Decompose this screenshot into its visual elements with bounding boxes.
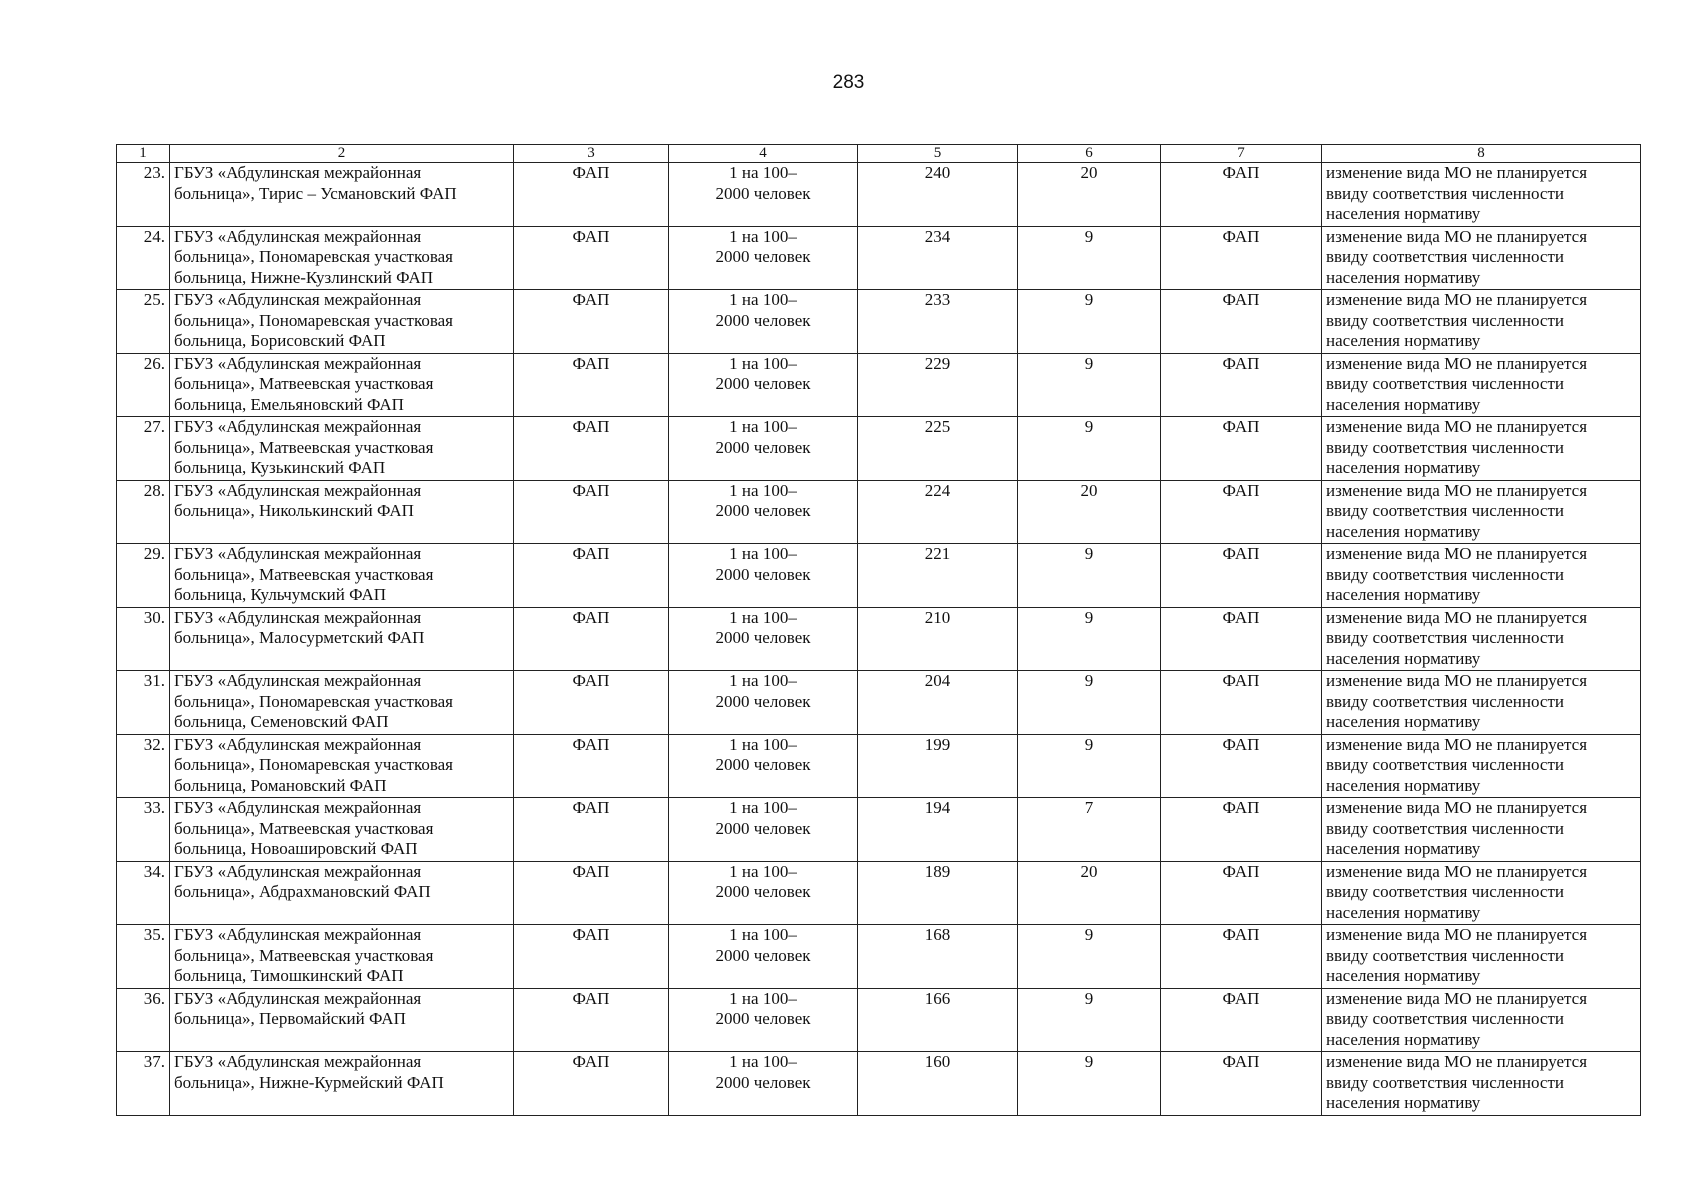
facility-name-cell-line: больница», Нижне-Курмейский ФАП xyxy=(174,1072,444,1092)
norm-cell xyxy=(669,671,858,735)
status-cell-line: населения нормативу xyxy=(1326,1029,1481,1049)
distance-cell: 9 xyxy=(1018,734,1161,798)
facility-name-cell-line: больница, Романовский ФАП xyxy=(174,775,387,795)
facility-name-cell xyxy=(170,1052,514,1116)
status-cell xyxy=(1322,480,1641,544)
norm-cell-line: 1 на 100– xyxy=(729,163,797,182)
column-header: 2 xyxy=(170,145,514,163)
status-cell-line: ввиду соответствия численности xyxy=(1326,1009,1564,1028)
facility-type-cell: ФАП xyxy=(514,226,669,290)
column-header: 4 xyxy=(669,145,858,163)
status-cell-line: изменение вида МО не планируется xyxy=(1326,480,1588,500)
distance-cell: 9 xyxy=(1018,671,1161,735)
facility-name-cell-line: больница», Матвеевская участковая xyxy=(174,437,434,457)
norm-cell xyxy=(669,544,858,608)
facility-name-cell-line: ГБУЗ «Абдулинская межрайонная xyxy=(174,1052,422,1071)
norm-cell-line: 1 на 100– xyxy=(729,861,797,881)
norm-cell xyxy=(669,480,858,544)
planned-type-cell: ФАП xyxy=(1161,734,1322,798)
norm-cell-line: 1 на 100– xyxy=(729,353,797,373)
facility-name-cell-line: ГБУЗ «Абдулинская межрайонная xyxy=(174,925,422,944)
status-cell-line: изменение вида МО не планируется xyxy=(1326,226,1588,246)
distance-cell: 9 xyxy=(1018,1052,1161,1116)
planned-type-cell: ФАП xyxy=(1161,544,1322,608)
facility-name-cell-line: ГБУЗ «Абдулинская межрайонная xyxy=(174,417,422,436)
distance-cell: 9 xyxy=(1018,226,1161,290)
distance-cell: 9 xyxy=(1018,988,1161,1052)
table-row xyxy=(117,417,1641,481)
status-cell-line: изменение вида МО не планируется xyxy=(1326,163,1588,182)
distance-cell: 9 xyxy=(1018,290,1161,354)
norm-cell-line: 2000 человек xyxy=(715,691,811,711)
facility-type-cell: ФАП xyxy=(514,480,669,544)
table-row xyxy=(117,226,1641,290)
facility-name-cell-line: ГБУЗ «Абдулинская межрайонная xyxy=(174,988,422,1008)
facility-type-cell: ФАП xyxy=(514,861,669,925)
facility-name-cell xyxy=(170,925,514,989)
norm-cell-line: 1 на 100– xyxy=(729,988,797,1008)
status-cell-line: ввиду соответствия численности xyxy=(1326,183,1564,203)
facility-name-cell-line: больница, Борисовский ФАП xyxy=(174,331,386,350)
planned-type-cell: ФАП xyxy=(1161,861,1322,925)
facility-name-cell xyxy=(170,163,514,227)
distance-cell: 9 xyxy=(1018,544,1161,608)
status-cell-line: населения нормативу xyxy=(1326,458,1481,477)
distance-cell: 9 xyxy=(1018,607,1161,671)
facility-type-cell: ФАП xyxy=(514,734,669,798)
table-row xyxy=(117,671,1641,735)
population-cell: 229 xyxy=(858,353,1018,417)
status-cell-line: ввиду соответствия численности xyxy=(1326,437,1564,457)
column-header: 6 xyxy=(1018,145,1161,163)
status-cell xyxy=(1322,290,1641,354)
facility-type-cell: ФАП xyxy=(514,353,669,417)
status-cell-line: населения нормативу xyxy=(1326,712,1481,731)
status-cell-line: ввиду соответствия численности xyxy=(1326,310,1564,330)
norm-cell xyxy=(669,925,858,989)
status-cell-line: изменение вида МО не планируется xyxy=(1326,1052,1588,1071)
column-number-header-row xyxy=(117,145,1641,163)
norm-cell xyxy=(669,417,858,481)
distance-cell: 7 xyxy=(1018,798,1161,862)
status-cell-line: ввиду соответствия численности xyxy=(1326,501,1564,520)
norm-cell xyxy=(669,607,858,671)
facility-name-cell xyxy=(170,417,514,481)
norm-cell-line: 2000 человек xyxy=(715,628,811,647)
page-number: 283 xyxy=(832,72,865,93)
facility-name-cell xyxy=(170,226,514,290)
facility-name-cell-line: ГБУЗ «Абдулинская межрайонная xyxy=(174,480,422,500)
planned-type-cell: ФАП xyxy=(1161,163,1322,227)
norm-cell-line: 2000 человек xyxy=(715,945,811,965)
norm-cell-line: 1 на 100– xyxy=(729,226,797,246)
planned-type-cell: ФАП xyxy=(1161,925,1322,989)
norm-cell-line: 2000 человек xyxy=(715,1072,811,1092)
population-cell: 240 xyxy=(858,163,1018,227)
status-cell-line: населения нормативу xyxy=(1326,1093,1481,1112)
status-cell-line: населения нормативу xyxy=(1326,394,1481,414)
status-cell xyxy=(1322,1052,1641,1116)
status-cell-line: изменение вида МО не планируется xyxy=(1326,607,1588,627)
status-cell xyxy=(1322,226,1641,290)
table-row xyxy=(117,353,1641,417)
facility-name-cell-line: больница», Пономаревская участковая xyxy=(174,691,454,711)
facility-name-cell-line: ГБУЗ «Абдулинская межрайонная xyxy=(174,734,422,754)
norm-cell-line: 2000 человек xyxy=(715,437,811,457)
status-cell xyxy=(1322,671,1641,735)
facility-name-cell-line: больница, Емельяновский ФАП xyxy=(174,394,404,414)
status-cell xyxy=(1322,353,1641,417)
facility-type-cell: ФАП xyxy=(514,988,669,1052)
planned-type-cell: ФАП xyxy=(1161,798,1322,862)
status-cell-line: ввиду соответствия численности xyxy=(1326,945,1564,965)
row-number-cell: 33. xyxy=(117,798,170,862)
facility-name-cell-line: больница, Тимошкинский ФАП xyxy=(174,966,404,985)
facility-name-cell-line: больница», Малосурметский ФАП xyxy=(174,628,425,647)
row-number-cell: 36. xyxy=(117,988,170,1052)
population-cell: 160 xyxy=(858,1052,1018,1116)
facility-name-cell-line: ГБУЗ «Абдулинская межрайонная xyxy=(174,671,422,690)
facility-type-cell: ФАП xyxy=(514,671,669,735)
status-cell-line: населения нормативу xyxy=(1326,648,1481,668)
facility-name-cell-line: больница», Матвеевская участковая xyxy=(174,818,434,838)
table-row xyxy=(117,480,1641,544)
column-header: 1 xyxy=(117,145,170,163)
population-cell: 194 xyxy=(858,798,1018,862)
planned-type-cell: ФАП xyxy=(1161,417,1322,481)
status-cell-line: ввиду соответствия численности xyxy=(1326,818,1564,838)
status-cell-line: изменение вида МО не планируется xyxy=(1326,798,1588,817)
facility-name-cell xyxy=(170,544,514,608)
planned-type-cell: ФАП xyxy=(1161,353,1322,417)
status-cell-line: изменение вида МО не планируется xyxy=(1326,290,1588,309)
row-number-cell: 32. xyxy=(117,734,170,798)
facility-name-cell-line: больница, Нижне-Кузлинский ФАП xyxy=(174,267,434,287)
facility-name-cell xyxy=(170,798,514,862)
status-cell-line: населения нормативу xyxy=(1326,204,1481,223)
status-cell-line: изменение вида МО не планируется xyxy=(1326,988,1588,1008)
norm-cell xyxy=(669,988,858,1052)
population-cell: 189 xyxy=(858,861,1018,925)
row-number-cell: 37. xyxy=(117,1052,170,1116)
planned-type-cell: ФАП xyxy=(1161,480,1322,544)
norm-cell xyxy=(669,861,858,925)
facility-name-cell-line: больница, Кульчумский ФАП xyxy=(174,585,387,604)
facility-type-cell: ФАП xyxy=(514,163,669,227)
row-number-cell: 26. xyxy=(117,353,170,417)
population-cell: 221 xyxy=(858,544,1018,608)
facility-type-cell: ФАП xyxy=(514,798,669,862)
status-cell-line: изменение вида МО не планируется xyxy=(1326,544,1588,563)
facility-name-cell-line: больница», Пономаревская участковая xyxy=(174,247,454,266)
norm-cell xyxy=(669,353,858,417)
status-cell xyxy=(1322,988,1641,1052)
facility-name-cell-line: ГБУЗ «Абдулинская межрайонная xyxy=(174,861,422,881)
norm-cell-line: 1 на 100– xyxy=(729,480,797,500)
norm-cell-line: 2000 человек xyxy=(715,310,811,330)
status-cell xyxy=(1322,925,1641,989)
planned-type-cell: ФАП xyxy=(1161,290,1322,354)
population-cell: 199 xyxy=(858,734,1018,798)
norm-cell xyxy=(669,290,858,354)
table-row xyxy=(117,798,1641,862)
norm-cell-line: 2000 человек xyxy=(715,1009,811,1028)
facility-name-cell xyxy=(170,290,514,354)
population-cell: 233 xyxy=(858,290,1018,354)
facility-name-cell xyxy=(170,480,514,544)
facility-name-cell-line: больница, Семеновский ФАП xyxy=(174,712,389,731)
status-cell-line: изменение вида МО не планируется xyxy=(1326,925,1588,944)
status-cell-line: населения нормативу xyxy=(1326,521,1481,541)
row-number-cell: 34. xyxy=(117,861,170,925)
distance-cell: 9 xyxy=(1018,417,1161,481)
facility-name-cell-line: ГБУЗ «Абдулинская межрайонная xyxy=(174,544,422,563)
facility-name-cell-line: ГБУЗ «Абдулинская межрайонная xyxy=(174,353,422,373)
facility-type-cell: ФАП xyxy=(514,417,669,481)
table-row xyxy=(117,861,1641,925)
facility-type-cell: ФАП xyxy=(514,290,669,354)
norm-cell-line: 1 на 100– xyxy=(729,544,797,563)
facility-name-cell-line: ГБУЗ «Абдулинская межрайонная xyxy=(174,226,422,246)
facility-name-cell-line: больница», Тирис – Усмановский ФАП xyxy=(174,183,457,203)
norm-cell xyxy=(669,734,858,798)
status-cell xyxy=(1322,544,1641,608)
facility-name-cell-line: больница», Первомайский ФАП xyxy=(174,1009,406,1028)
norm-cell-line: 2000 человек xyxy=(715,374,811,393)
population-cell: 168 xyxy=(858,925,1018,989)
norm-cell-line: 2000 человек xyxy=(715,501,811,520)
status-cell xyxy=(1322,861,1641,925)
row-number-cell: 25. xyxy=(117,290,170,354)
status-cell-line: ввиду соответствия численности xyxy=(1326,882,1564,901)
facility-name-cell-line: больница», Матвеевская участковая xyxy=(174,564,434,584)
facility-name-cell-line: больница», Пономаревская участковая xyxy=(174,755,454,774)
planned-type-cell: ФАП xyxy=(1161,671,1322,735)
status-cell-line: ввиду соответствия численности xyxy=(1326,628,1564,647)
status-cell-line: изменение вида МО не планируется xyxy=(1326,671,1588,690)
status-cell xyxy=(1322,417,1641,481)
status-cell-line: населения нормативу xyxy=(1326,902,1481,922)
status-cell-line: изменение вида МО не планируется xyxy=(1326,353,1588,373)
column-header: 5 xyxy=(858,145,1018,163)
facility-name-cell-line: ГБУЗ «Абдулинская межрайонная xyxy=(174,607,422,627)
facility-name-cell xyxy=(170,734,514,798)
table-row xyxy=(117,163,1641,227)
facility-name-cell-line: больница, Кузькинский ФАП xyxy=(174,458,386,477)
status-cell-line: изменение вида МО не планируется xyxy=(1326,734,1588,754)
norm-cell xyxy=(669,1052,858,1116)
table-row xyxy=(117,734,1641,798)
row-number-cell: 27. xyxy=(117,417,170,481)
table-row xyxy=(117,607,1641,671)
table-row xyxy=(117,290,1641,354)
facility-name-cell-line: больница», Николькинский ФАП xyxy=(174,501,414,520)
status-cell-line: ввиду соответствия численности xyxy=(1326,374,1564,393)
status-cell-line: изменение вида МО не планируется xyxy=(1326,417,1588,436)
facility-type-cell: ФАП xyxy=(514,607,669,671)
status-cell-line: ввиду соответствия численности xyxy=(1326,564,1564,584)
norm-cell xyxy=(669,226,858,290)
distance-cell: 20 xyxy=(1018,163,1161,227)
facility-name-cell xyxy=(170,861,514,925)
norm-cell xyxy=(669,798,858,862)
status-cell-line: населения нормативу xyxy=(1326,839,1481,858)
norm-cell-line: 1 на 100– xyxy=(729,734,797,754)
distance-cell: 9 xyxy=(1018,353,1161,417)
norm-cell-line: 2000 человек xyxy=(715,247,811,266)
facility-name-cell-line: ГБУЗ «Абдулинская межрайонная xyxy=(174,163,422,182)
facility-name-cell-line: больница», Матвеевская участковая xyxy=(174,945,434,965)
facility-type-cell: ФАП xyxy=(514,925,669,989)
facility-name-cell xyxy=(170,353,514,417)
facility-name-cell-line: больница», Пономаревская участковая xyxy=(174,310,454,330)
table-row xyxy=(117,988,1641,1052)
status-cell xyxy=(1322,798,1641,862)
status-cell xyxy=(1322,163,1641,227)
facility-name-cell xyxy=(170,988,514,1052)
status-cell-line: населения нормативу xyxy=(1326,585,1481,604)
facility-type-cell: ФАП xyxy=(514,544,669,608)
row-number-cell: 24. xyxy=(117,226,170,290)
column-header: 7 xyxy=(1161,145,1322,163)
norm-cell-line: 1 на 100– xyxy=(729,417,797,436)
status-cell-line: ввиду соответствия численности xyxy=(1326,755,1564,774)
row-number-cell: 23. xyxy=(117,163,170,227)
norm-cell-line: 1 на 100– xyxy=(729,290,797,309)
norm-cell-line: 1 на 100– xyxy=(729,671,797,690)
population-cell: 225 xyxy=(858,417,1018,481)
facility-name-cell xyxy=(170,671,514,735)
facility-name-cell-line: больница, Новоашировский ФАП xyxy=(174,839,418,858)
row-number-cell: 31. xyxy=(117,671,170,735)
norm-cell-line: 1 на 100– xyxy=(729,1052,797,1071)
planned-type-cell: ФАП xyxy=(1161,1052,1322,1116)
status-cell-line: населения нормативу xyxy=(1326,775,1481,795)
facility-name-cell-line: больница», Абдрахмановский ФАП xyxy=(174,882,431,901)
population-cell: 234 xyxy=(858,226,1018,290)
population-cell: 224 xyxy=(858,480,1018,544)
table-row xyxy=(117,544,1641,608)
status-cell-line: населения нормативу xyxy=(1326,267,1481,287)
distance-cell: 20 xyxy=(1018,861,1161,925)
column-header: 3 xyxy=(514,145,669,163)
facility-name-cell-line: ГБУЗ «Абдулинская межрайонная xyxy=(174,290,422,309)
status-cell-line: ввиду соответствия численности xyxy=(1326,247,1564,266)
planned-type-cell: ФАП xyxy=(1161,226,1322,290)
status-cell-line: ввиду соответствия численности xyxy=(1326,691,1564,711)
norm-cell-line: 1 на 100– xyxy=(729,607,797,627)
norm-cell-line: 2000 человек xyxy=(715,755,811,774)
population-cell: 210 xyxy=(858,607,1018,671)
row-number-cell: 30. xyxy=(117,607,170,671)
status-cell xyxy=(1322,734,1641,798)
row-number-cell: 29. xyxy=(117,544,170,608)
row-number-cell: 35. xyxy=(117,925,170,989)
status-cell-line: изменение вида МО не планируется xyxy=(1326,861,1588,881)
distance-cell: 9 xyxy=(1018,925,1161,989)
row-number-cell: 28. xyxy=(117,480,170,544)
status-cell-line: населения нормативу xyxy=(1326,331,1481,350)
norm-cell-line: 2000 человек xyxy=(715,818,811,838)
status-cell-line: населения нормативу xyxy=(1326,966,1481,985)
norm-cell-line: 1 на 100– xyxy=(729,798,797,817)
norm-cell xyxy=(669,163,858,227)
norm-cell-line: 2000 человек xyxy=(715,564,811,584)
column-header: 8 xyxy=(1322,145,1641,163)
planned-type-cell: ФАП xyxy=(1161,988,1322,1052)
table-row xyxy=(117,925,1641,989)
norm-cell-line: 2000 человек xyxy=(715,882,811,901)
population-cell: 204 xyxy=(858,671,1018,735)
norm-cell-line: 1 на 100– xyxy=(729,925,797,944)
status-cell-line: ввиду соответствия численности xyxy=(1326,1072,1564,1092)
population-cell: 166 xyxy=(858,988,1018,1052)
planned-type-cell: ФАП xyxy=(1161,607,1322,671)
facility-name-cell-line: ГБУЗ «Абдулинская межрайонная xyxy=(174,798,422,817)
facility-name-cell xyxy=(170,607,514,671)
facility-name-cell-line: больница», Матвеевская участковая xyxy=(174,374,434,393)
facility-table xyxy=(116,144,1641,1116)
facility-type-cell: ФАП xyxy=(514,1052,669,1116)
distance-cell: 20 xyxy=(1018,480,1161,544)
status-cell xyxy=(1322,607,1641,671)
norm-cell-line: 2000 человек xyxy=(715,183,811,203)
table-row xyxy=(117,1052,1641,1116)
